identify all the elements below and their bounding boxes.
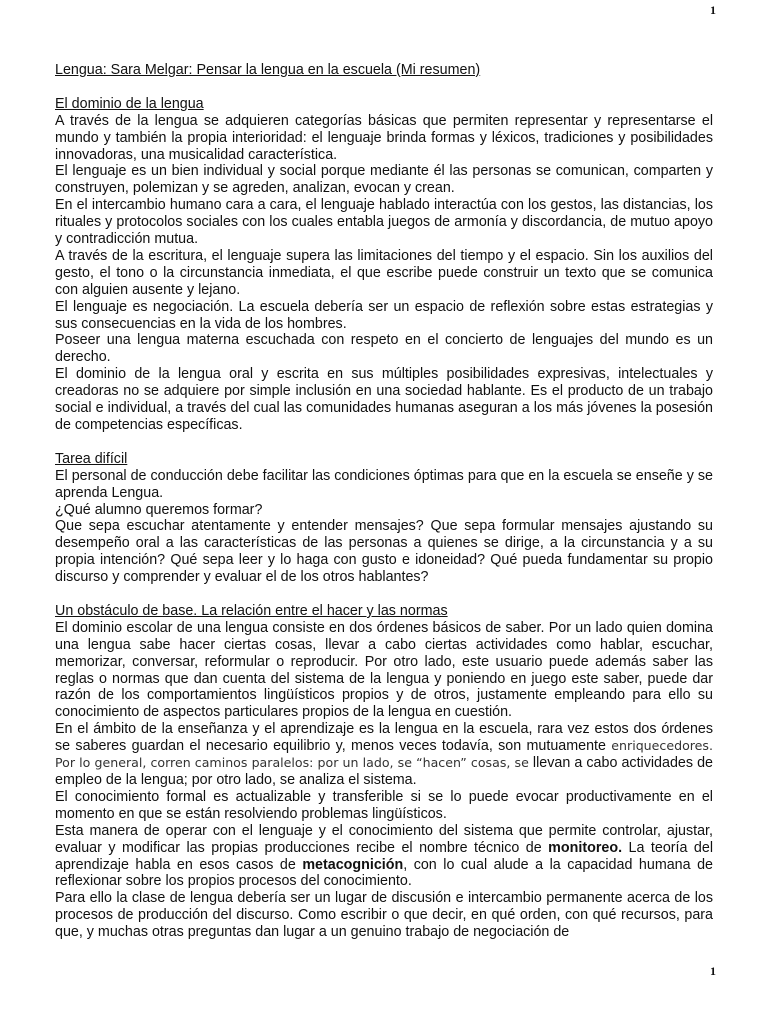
text-run: , con lo cual alude a la capacidad humana de reflexionar sobre los propios procesos del conocimiento. xyxy=(55,856,714,890)
text-run: La teoría del aprendizaje habla en esos casos de xyxy=(55,839,713,873)
section-heading-obstaculo: Un obstáculo de base. La relación entre el hacer y las normas xyxy=(55,602,448,619)
text-run: Esta manera de operar con el lenguaje y el conocimiento del sistema que permite controlar, ajustar, evaluar y modificar las propias producciones recibe el nombre técnico de xyxy=(55,822,713,856)
document-title: Lengua: Sara Melgar: Pensar la lengua en la escuela (Mi resumen) xyxy=(55,62,481,78)
paragraph: Que sepa escuchar atentamente y entender mensajes? Que sepa formular mensajes ajustando su desempeño oral a las características de las personas a quienes se dirige, a la circunstancia y a su propia intención? Qué sepa leer y lo haga con gusto e idoneidad? Qué pueda fundamentar su propio discurso y comprender y evaluar el de los otros hablantes? xyxy=(55,518,713,586)
paragraph: El dominio escolar de una lengua consiste en dos órdenes básicos de saber. Por un lado quien domina una lengua sabe hacer ciertas cosas, llevar a cabo ciertas actividades como hablar, escuchar, memorizar, conversar, reformular o reproducir. Por otro lado, este usuario puede además saber las reglas o normas que dan cuenta del sistema de la lengua y poniendo en juego este saber, puede dar razón de los comportamientos lingüísticos propios y de otros, justamente empleando para ello su conocimiento de aspectos particulares propios de la lengua en cuestión. xyxy=(55,619,713,721)
text-run: En el ámbito de la enseñanza y el aprendizaje es la lengua en la escuela, rara vez estos dos órdenes se saberes guardan el necesario equilibrio y, menos veces todavía, son mutuamente xyxy=(55,721,713,755)
page-number-top: 1 xyxy=(710,3,716,17)
paragraph: El dominio de la lengua oral y escrita en sus múltiples posibilidades expresivas, intelectuales y creadoras no se adquiere por simple inclusión en una sociedad hablante. Es el producto de un trabajo social e individual, a través del cual las comunidades humanas aseguran a los más jóvenes la posesión de competencias específicas. xyxy=(55,366,713,434)
paragraph: El lenguaje es un bien individual y social porque mediante él las personas se comunican, comparten y construyen, polemizan y se agreden, analizan, evocan y crean. xyxy=(55,163,713,197)
paragraph: Para ello la clase de lengua debería ser un lugar de discusión e intercambio permanente acerca de los procesos de producción del discurso. Como escribir o que decir, en qué orden, con qué recursos, para que, y muchas otras preguntas dan lugar a un genuino trabajo de negociación de xyxy=(55,890,713,941)
paragraph xyxy=(55,823,713,891)
section-heading-dominio: El dominio de la lengua xyxy=(55,95,204,112)
paragraph: El personal de conducción debe facilitar las condiciones óptimas para que en la escuela se enseñe y se aprenda Lengua. xyxy=(55,467,713,501)
paragraph xyxy=(55,721,713,789)
paragraph: A través de la escritura, el lenguaje supera las limitaciones del tiempo y el espacio. Sin los auxilios del gesto, el tono o la circunstancia inmediata, el que escribe puede construir un texto que se comunica con alguien ausente y lejano. xyxy=(55,247,713,298)
text-run: llevan a cabo actividades de empleo de la lengua; por otro lado, se analiza el sistema. xyxy=(55,755,714,789)
section-heading-tarea: Tarea difícil xyxy=(55,450,128,467)
page-number-bottom: 1 xyxy=(710,964,716,978)
bold-term-metacognicion: metacognición xyxy=(302,856,404,873)
bold-term-monitoreo: monitoreo. xyxy=(548,839,623,856)
paragraph: El lenguaje es negociación. La escuela debería ser un espacio de reflexión sobre estas estrategias y sus consecuencias en la vida de los hombres. xyxy=(55,298,713,332)
paragraph: En el intercambio humano cara a cara, el lenguaje hablado interactúa con los gestos, las distancias, los rituales y protocolos sociales con los cuales entabla juegos de armonía y discordancia, de mutuo apoyo y contradicción mutua. xyxy=(55,197,713,248)
paragraph: A través de la lengua se adquieren categorías básicas que permiten representar y representarse el mundo y también la propia interioridad: el lenguaje brinda formas y léxicos, tradiciones y posibilidades innovadoras, una musicalidad característica. xyxy=(55,112,713,163)
text-run-alt-font: enriquecedores. Por lo general, corren caminos paralelos: por un lado, se “hacen” cosas, se xyxy=(55,738,713,771)
paragraph: El conocimiento formal es actualizable y transferible si se lo puede evocar productivamente en el momento en que se están resolviendo problemas lingüísticos. xyxy=(55,788,713,822)
paragraph: Poseer una lengua materna escuchada con respeto en el concierto de lenguajes del mundo es un derecho. xyxy=(55,332,713,366)
document-body xyxy=(55,62,713,941)
paragraph: ¿Qué alumno queremos formar? xyxy=(55,501,263,518)
